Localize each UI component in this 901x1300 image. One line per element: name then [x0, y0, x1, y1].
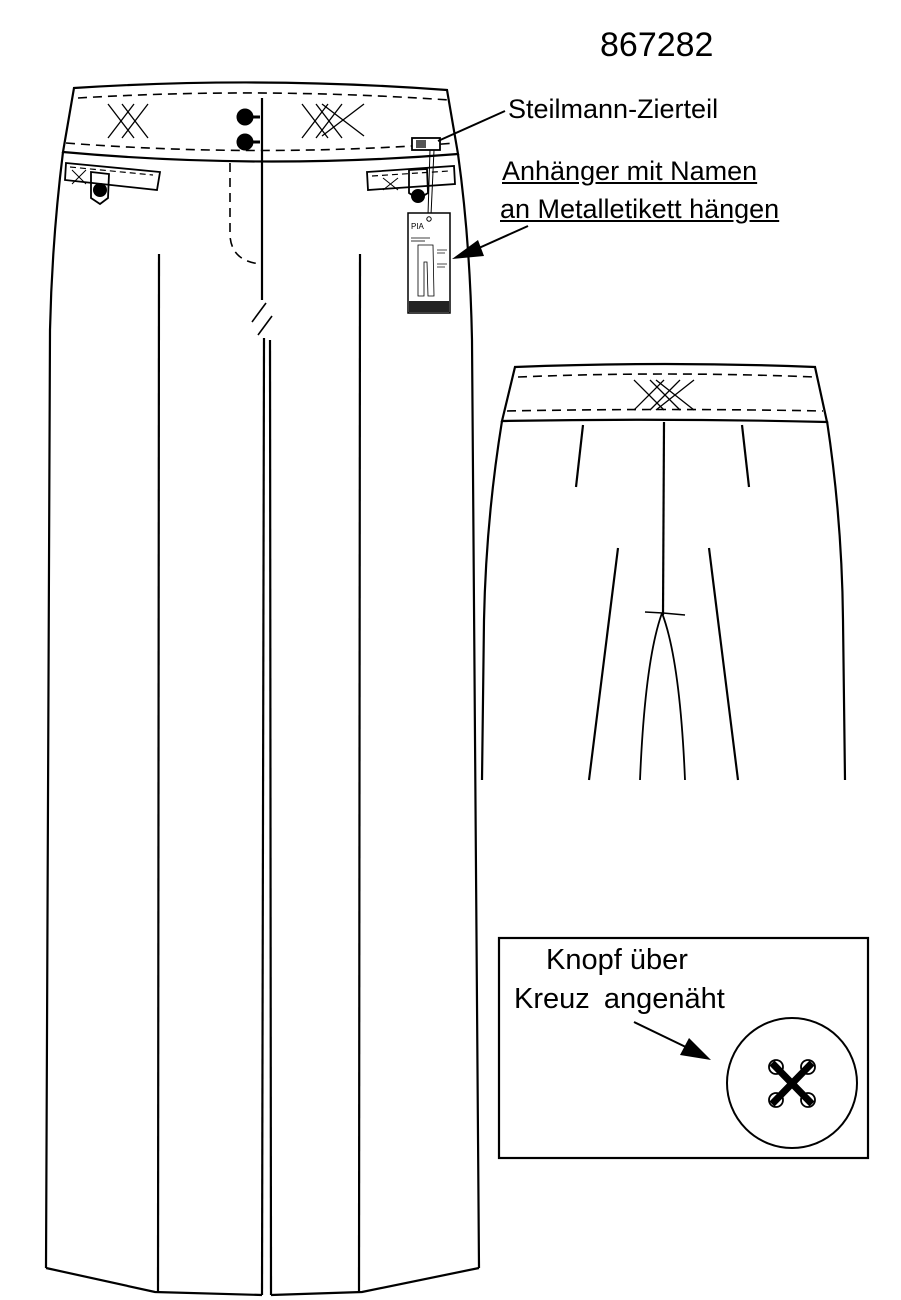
- back-waistband: [502, 364, 827, 422]
- model-number: 867282: [600, 26, 714, 64]
- back-left-crease: [589, 548, 618, 780]
- right-leg-hem: [271, 1268, 479, 1295]
- back-waistband-cross: [634, 380, 694, 410]
- back-left-side: [482, 421, 502, 780]
- left-leg-inseam: [262, 338, 264, 1295]
- back-crotch-left: [640, 613, 662, 780]
- button-arrow-line: [634, 1022, 692, 1050]
- back-waistband-bottomstitch: [507, 410, 823, 412]
- fly-stitching: [230, 163, 262, 264]
- back-center-seam: [663, 422, 664, 615]
- right-pocket-button: [412, 190, 425, 203]
- back-waistband-topstitch: [518, 374, 815, 377]
- right-crease: [359, 254, 360, 1292]
- button-arrowhead: [680, 1038, 711, 1060]
- break-mark-1: [252, 303, 266, 322]
- back-view: [482, 364, 845, 780]
- back-right-side: [827, 421, 845, 780]
- button-note-line1: Knopf über: [546, 944, 688, 976]
- left-crease: [158, 254, 159, 1292]
- hangtag-instruction: [502, 152, 779, 228]
- left-leg-hem: [46, 1268, 262, 1295]
- left-leg-outseam: [46, 152, 63, 1268]
- break-mark-2: [258, 316, 272, 335]
- decorative-part-label: Steilmann-Zierteil: [508, 94, 719, 124]
- waistband-cross-right: [302, 104, 364, 138]
- back-crotch-right: [662, 613, 685, 780]
- metal-label: [412, 138, 440, 215]
- right-leg-outseam: [458, 154, 479, 1268]
- hangtag-instruction-line2: an Metalletikett hängen: [500, 194, 780, 224]
- right-leg-inseam: [270, 340, 271, 1295]
- back-right-crease: [709, 548, 738, 780]
- waistband-cross-left: [108, 104, 148, 138]
- back-left-dart: [576, 425, 583, 487]
- front-waistband-topstitch: [78, 93, 449, 100]
- back-right-dart: [742, 425, 749, 487]
- hangtag-instruction-line1: Anhänger mit Namen: [502, 156, 758, 186]
- decorative-part-leader: [438, 111, 505, 141]
- hangtag-brand: PIA: [411, 222, 424, 231]
- button-note-line2: Kreuz angenäht: [514, 983, 725, 1015]
- left-pocket-button: [94, 184, 107, 197]
